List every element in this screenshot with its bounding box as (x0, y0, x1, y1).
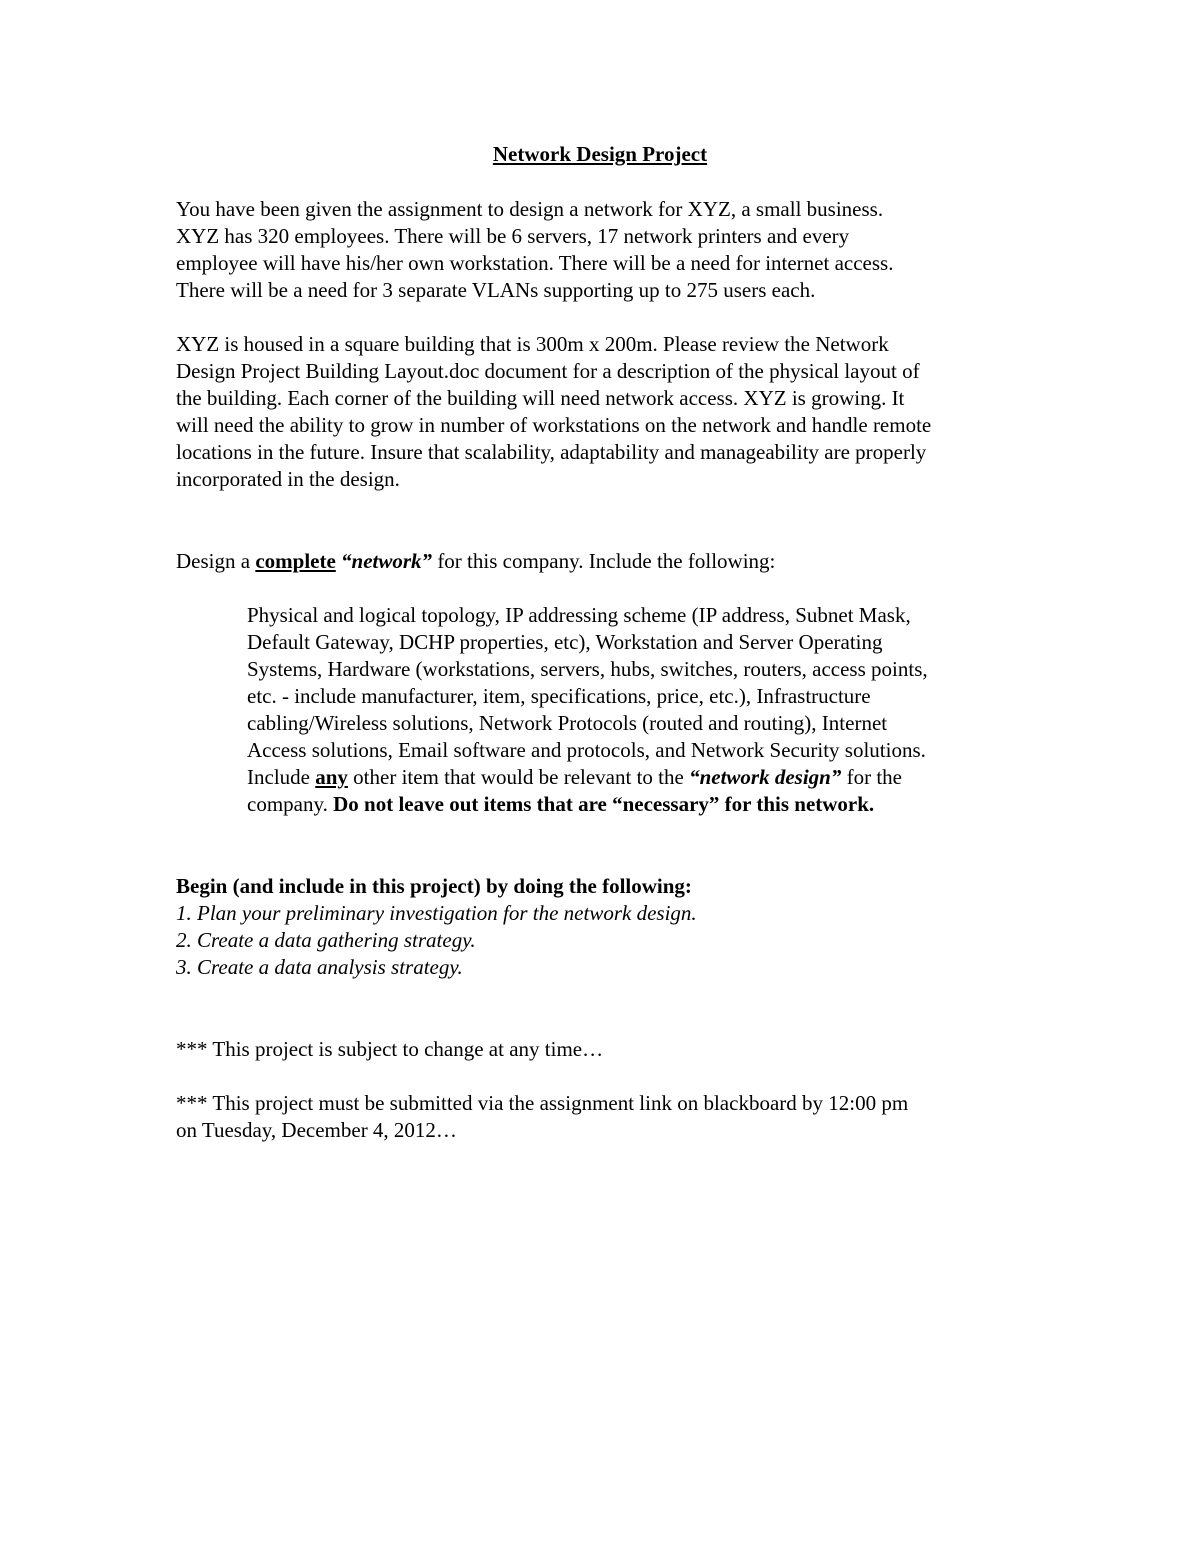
step-item: 3. Create a data analysis strategy. (176, 955, 463, 979)
include-line: cabling/Wireless solutions, Network Protocols (routed and routing), Internet (247, 711, 888, 735)
necessary-warning: Do not leave out items that are “necessary” for this network. (333, 792, 875, 816)
document-title: Network Design Project (492, 142, 708, 166)
submission-line: on Tuesday, December 4, 2012… (176, 1118, 457, 1142)
complete-emphasis: complete (255, 549, 336, 573)
submission-note (176, 1090, 1036, 1144)
change-note (176, 1036, 1036, 1063)
intro-line: You have been given the assignment to design a network for XYZ, a small business. (176, 197, 884, 221)
include-line: etc. - include manufacturer, item, specifications, price, etc.), Infrastructure (247, 684, 871, 708)
design-suffix: for this company. Include the following: (432, 549, 776, 573)
intro-paragraph (176, 196, 1036, 304)
change-note-text: *** This project is subject to change at any time… (176, 1037, 604, 1061)
building-line: XYZ is housed in a square building that is 300m x 200m. Please review the Network (176, 332, 889, 356)
include-any-suffix: for the (841, 765, 903, 789)
begin-section (176, 873, 1036, 981)
intro-line: There will be a need for 3 separate VLANs supporting up to 275 users each. (176, 278, 816, 302)
include-any-middle: other item that would be relevant to the (347, 765, 690, 789)
building-line: Design Project Building Layout.doc document for a description of the physical layout of (176, 359, 920, 383)
company-prefix: company. (247, 792, 334, 816)
network-design-emphasis: “network design” (689, 765, 842, 789)
include-line: Access solutions, Email software and protocols, and Network Security solutions. (247, 738, 926, 762)
building-line: will need the ability to grow in number of workstations on the network and handle remote (176, 413, 932, 437)
include-any-prefix: Include (247, 765, 316, 789)
design-instruction (176, 548, 1036, 575)
company-line (247, 791, 1037, 818)
design-line (176, 548, 1036, 575)
step-item: 1. Plan your preliminary investigation for the network design. (176, 901, 697, 925)
include-line: Default Gateway, DCHP properties, etc), Workstation and Server Operating (247, 630, 883, 654)
submission-line: *** This project must be submitted via the assignment link on blackboard by 12:00 pm (176, 1091, 909, 1115)
building-paragraph (176, 331, 1036, 493)
building-line: locations in the future. Insure that scalability, adaptability and manageability are properly (176, 440, 927, 464)
include-line: Systems, Hardware (workstations, servers, hubs, switches, routers, access points, (247, 657, 928, 681)
include-list-paragraph (247, 602, 1037, 818)
begin-heading: Begin (and include in this project) by doing the following: (176, 874, 692, 898)
include-any-line (247, 764, 1037, 791)
any-emphasis: any (315, 765, 348, 789)
step-item: 2. Create a data gathering strategy. (176, 928, 476, 952)
design-prefix: Design a (176, 549, 256, 573)
include-line: Physical and logical topology, IP addressing scheme (IP address, Subnet Mask, (247, 603, 911, 627)
intro-line: employee will have his/her own workstation. There will be a need for internet access. (176, 251, 894, 275)
building-line: the building. Each corner of the building will need network access. XYZ is growing. It (176, 386, 905, 410)
network-emphasis: “network” (341, 549, 433, 573)
intro-line: XYZ has 320 employees. There will be 6 servers, 17 network printers and every (176, 224, 850, 248)
building-line: incorporated in the design. (176, 467, 400, 491)
